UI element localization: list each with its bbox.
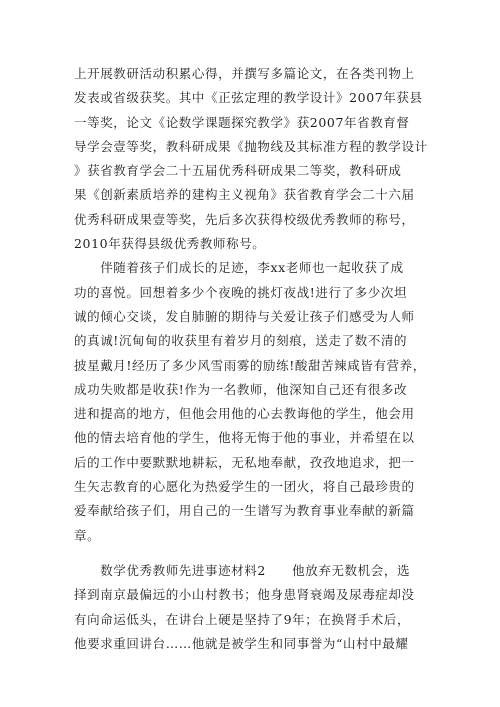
text-line: 后的工作中要默默地耕耘，无私地奉献，孜孜地追求，把一 (74, 454, 415, 470)
paragraph-section-2 (74, 559, 434, 656)
text-line: 他的情去培育他的学生，他将无悔于他的事业，并希望在以 (74, 430, 415, 446)
text-line: 诚的倾心交谈，发自肺腑的期待与关爱让孩子们感受为人师 (74, 308, 415, 324)
text-line: 章。 (74, 527, 101, 543)
text-line: 功的喜悦。回想着多少个夜晚的挑灯夜战!进行了多少次坦 (74, 284, 408, 300)
text-line: 果《创新素质培养的建构主义视角》获省教育学会二十六届 (74, 187, 415, 203)
text-line: 2010年获得县级优秀教师称号。 (74, 236, 266, 252)
paragraph-spacer (74, 548, 434, 559)
text-line: 生矢志教育的心愿化为热爱学生的一团火，将自己最珍贵的 (74, 479, 415, 495)
text-line: 上开展教研活动积累心得，并撰写多篇论文，在各类刊物上 (74, 66, 415, 81)
text-line: 伴随着孩子们成长的足迹，李xx老师也一起收获了成 (74, 260, 404, 276)
text-line: 进和提高的地方，但他会用他的心去教诲他的学生，他会用 (74, 406, 415, 422)
text-line: 披星戴月!经历了多少风雪雨雾的励练!酸甜苦辣咸皆有营养， (74, 357, 426, 373)
paragraph-awards (74, 62, 434, 256)
text-line: 数学优秀教师先进事迹材料2 他放弃无数机会，选 (74, 562, 411, 578)
text-line: 有向命运低头，在讲台上硬是坚持了9年；在换肾手术后， (74, 611, 411, 627)
text-line: 优秀科研成果壹等奖，先后多次获得校级优秀教师的称号， (74, 211, 415, 227)
paragraph-harvest (74, 256, 434, 548)
text-line: 择到南京最偏远的小山村教书；他身患肾衰竭及尿毒症却没 (74, 587, 415, 603)
text-line: 爱奉献给孩子们，用自己的一生谱写为教育事业奉献的新篇 (74, 503, 415, 519)
text-line: 成功失败都是收获!作为一名教师，他深知自己还有很多改 (74, 381, 408, 397)
text-line: 》获省教育学会二十五届优秀科研成果二等奖，教科研成 (74, 163, 402, 179)
text-line: 导学会壹等奖，教科研成果《抛物线及其标准方程的教学设计 (74, 138, 428, 154)
document-body (74, 62, 434, 656)
text-line: 一等奖，论文《论数学课题探究教学》获2007年省教育督 (74, 114, 410, 130)
text-line: 发表或省级获奖。其中《正弦定理的教学设计》2007年获县 (74, 90, 423, 106)
text-line: 的真诚!沉甸甸的收获里有着岁月的刻痕，送走了数不清的 (74, 333, 408, 349)
text-line: 他要求重回讲台……他就是被学生和同事誉为“山村中最耀 (74, 635, 409, 651)
